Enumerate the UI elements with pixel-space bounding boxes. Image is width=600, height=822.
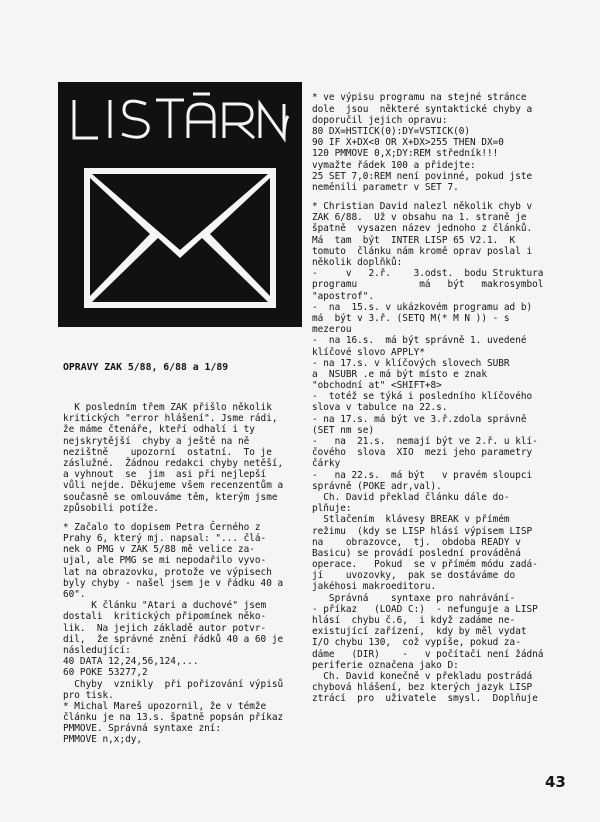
text-line: nek o PMG v ZAK 5/88 mě velice za- (63, 544, 255, 556)
text-line: doporučil jejich opravu: (312, 114, 448, 126)
text-line: čárky (312, 458, 341, 470)
text-line: způsobili potíže. (63, 502, 159, 514)
text-line: dáme (DIR) - v počítači není žádná (312, 648, 544, 660)
text-line (312, 193, 570, 201)
text-line: čového slova XIO mezi jeho parametry (312, 447, 533, 459)
text-line: že máme čtenáře, kteří odhalí i ty (63, 424, 255, 436)
right-body-text (312, 92, 570, 704)
text-line: dil, že správné znění řádků 40 a 60 je (63, 633, 284, 645)
text-line: kritických "error hlášení". Jsme rádi, (63, 413, 278, 425)
text-line: ujal, ale PMG se mi nepodařilo vyvo- (63, 555, 267, 567)
text-line: hlásí chybu č.6, i když zadáme ne- (312, 615, 516, 627)
text-line: Stlačením klávesy BREAK v přímém (312, 514, 510, 526)
text-line: Ch. David konečně v překladu postrádá (312, 670, 533, 682)
text-line: 60". (63, 589, 86, 601)
text-line: ztrácí pro uživatele smysl. Doplňuje (312, 693, 538, 705)
text-line: několik doplňků: (312, 257, 403, 269)
text-line: mezerou (312, 324, 352, 336)
page-number: 43 (545, 773, 566, 791)
text-line: 40 DATA 12,24,56,124,... (63, 656, 199, 668)
text-line: operace. Pokud se v přímém módu zadá- (312, 559, 538, 571)
text-line (63, 514, 313, 522)
text-line: Prahy 6, který mj. napsal: "... člá- (63, 533, 267, 545)
text-line: - na 22.s. má být v pravém sloupci (312, 469, 533, 481)
text-line: "apostrof". (312, 290, 375, 302)
text-line: I/O chybu 130, což vypíše, pokud za- (312, 637, 521, 649)
text-line: a NSUBR .e má být místo e znak (312, 368, 487, 380)
text-line: jakéhosi makroeditoru. (312, 581, 437, 593)
text-line: - v 2.ř. 3.odst. bodu Struktura (312, 268, 544, 280)
text-line: Chyby vznikly při pořizování výpisů (63, 678, 284, 690)
text-line: PMMOVE. Správná syntaxe zní: (63, 723, 222, 735)
text-line: Ch. David překlad článku dále do- (312, 491, 510, 503)
text-line: - na 21.s. nemají být ve 2.ř. u klí- (312, 436, 538, 448)
text-line: 90 IF X+DX<0 OR X+DX>255 THEN DX=0 (312, 137, 504, 149)
text-line: neměnili parametr v SET 7. (312, 181, 459, 193)
left-column (63, 340, 313, 768)
text-line: jí uvozovky, pak se dostáváme do (312, 570, 516, 582)
text-line: 25 SET 7,0:REM není povinné, pokud jste (312, 170, 533, 182)
text-line: "obchodní at" <SHIFT+8> (312, 380, 442, 392)
text-line: - totéž se týká i posledního klíčového (312, 391, 533, 403)
text-line: záslužné. Žádnou redakci chyby netěší, (63, 457, 284, 469)
text-line: vůli nejde. Děkujeme všem recenzentům a (63, 480, 284, 492)
left-body-text (63, 402, 313, 746)
envelope-drawing (84, 168, 276, 308)
text-line: Basicu) se provádí poslední prováděná (312, 547, 521, 559)
text-line: režimu (kdy se LISP hlásí výpisem LISP (312, 525, 533, 537)
text-line: * Michal Mareš upozornil, že v témže (63, 700, 267, 712)
text-line: správně (POKE adr,val). (312, 480, 442, 492)
text-line: klíčové slovo APPLY* (312, 346, 425, 358)
text-line: - na 15.s. v ukázkovém programu ad b) (312, 301, 533, 313)
text-line: periferie označena jako D: (312, 659, 459, 671)
text-line: slova v tabulce na 22.s. (312, 402, 448, 414)
text-line: ZAK 6/88. Už v obsahu na 1. straně je (312, 212, 527, 224)
article-heading: OPRAVY ZAK 5/88, 6/88 a 1/89 (63, 362, 229, 374)
text-line: * ve výpisu programu na stejné stránce (312, 92, 527, 104)
text-line: - na 16.s. má být správně 1. uvedené (312, 335, 527, 347)
text-line: existující zařízení, kdy by měl vydat (312, 626, 527, 638)
text-line: byly chyby - našel jsem je v řádku 40 a (63, 577, 284, 589)
text-line: dole jsou některé syntaktické chyby a (312, 103, 533, 115)
text-line: lat na obrazovku, protože ve výpisech (63, 566, 272, 578)
text-line: programu má být makrosymbol (312, 279, 544, 291)
text-line: 80 DX=HSTICK(0):DY=VSTICK(0) (312, 125, 471, 137)
text-line: následující: (63, 644, 131, 656)
text-line: tomuto článku nám kromě oprav poslal i (312, 245, 533, 257)
text-line: a vyhnout se jim asi při nejlepší (63, 469, 267, 481)
text-line: pro tisk. (63, 689, 114, 701)
text-line: současně se omlouváme těm, kterým jsme (63, 491, 278, 503)
right-column (312, 70, 570, 727)
text-line: PMMOVE n,x;dy, (63, 734, 143, 746)
text-line: plňuje: (312, 503, 352, 515)
text-line: - příkaz (LOAD C:) - nefunguje a LISP (312, 603, 538, 615)
text-line: K článku "Atari a duchové" jsem (63, 600, 267, 612)
text-line: - na 17.s. má být ve 3.ř.zdola správně (312, 413, 527, 425)
envelope-icon (58, 82, 302, 327)
text-line: vymažte řádek 100 a přidejte: (312, 159, 476, 171)
text-line: (SET nm se) (312, 424, 375, 436)
text-line: dostali kritických připomínek něko- (63, 611, 267, 623)
text-line: nezištně upozorní ostatní. To je (63, 446, 272, 458)
text-line: špatně vysazen název jednoho z článků. (312, 223, 533, 235)
text-line: 120 PMMOVE 0,X;DY:REM středník!!! (312, 148, 499, 160)
text-line: K posledním třem ZAK přišlo několik (63, 402, 272, 414)
text-line: článku je na 13.s. špatně popsán příkaz (63, 712, 284, 724)
listarna-logo (58, 82, 302, 327)
text-line: Správná syntaxe pro nahrávání- (312, 592, 516, 604)
text-line: lik. Na jejich základě autor potvr- (63, 622, 267, 634)
text-line: Má tam být INTER LISP 65 V2.1. K (312, 234, 516, 246)
text-line: * Christian David nalezl několik chyb v (312, 201, 533, 213)
text-line: * Začalo to dopisem Petra Černého z (63, 521, 261, 533)
text-line: 60 POKE 53277,2 (63, 667, 148, 679)
text-line: má být v 3.ř. (SETQ M(* M N )) - s (312, 312, 510, 324)
text-line: nejskrytější chyby a ještě na ně (63, 435, 250, 447)
text-line: na obrazovce, tj. obdoba READY v (312, 536, 521, 548)
text-line: - na 17.s. v klíčových slovech SUBR (312, 357, 510, 369)
text-line: chybová hlášení, bez kterých jazyk LISP (312, 682, 533, 694)
